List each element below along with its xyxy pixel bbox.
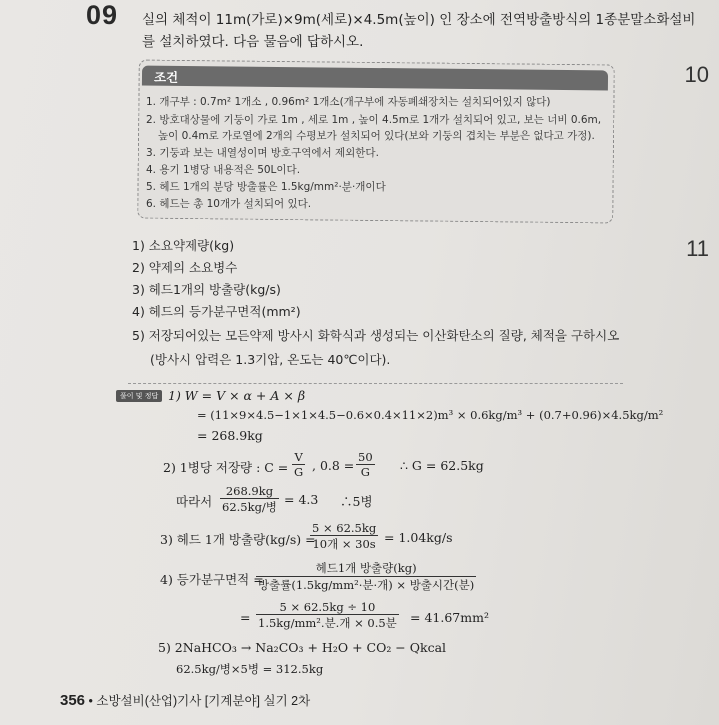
sub-question: 5) 저장되어있는 모든약제 방사시 화학식과 생성되는 이산화탄소의 질량, 체적을 구하시오 [132, 328, 620, 343]
sub-question: 1) 소요약제량(kg) [132, 238, 235, 253]
sub-question: 4) 헤드의 등가분구면적(mm²) [132, 304, 301, 319]
answer-1-result: = 268.9kg [197, 428, 263, 443]
fraction-numerator: 5 × 62.5kg [312, 521, 377, 535]
conditions-label: 조건 [153, 69, 179, 85]
fraction-numerator: 268.9kg [220, 484, 279, 499]
answer-2-fraction-v-g [292, 450, 305, 479]
answer-2-middle: , 0.8 = [312, 458, 355, 473]
side-page-number-10: 10 [684, 62, 709, 87]
fraction-numerator: 헤드1개 방출량(kg) [256, 560, 476, 577]
question-text-line-1: 실의 체적이 11m(가로)×9m(세로)×4.5m(높이) 인 장소에 전역방출방식의 1종분말소화설비 [142, 12, 696, 28]
answer-2b-fraction [220, 484, 279, 515]
answer-1-substitution: = (11×9×4.5−1×1×4.5−0.6×0.4×11×2)m³ × 0.6kg/m³ + (0.7+0.96)×4.5kg/m² [197, 408, 664, 422]
answer-2b-prefix: 따라서 [176, 494, 213, 509]
sub-question: 3) 헤드1개의 방출량(kg/s) [132, 282, 281, 297]
sub-question: (방사시 압력은 1.3기압, 온도는 40℃이다). [150, 352, 391, 367]
answer-5-equation: 5) 2NaHCO₃ → Na₂CO₃ + H₂O + CO₂ − Qkcal [158, 640, 447, 655]
answer-4b-equals: = [240, 610, 251, 625]
answer-2-fraction-50-g [356, 450, 375, 479]
answer-4b-result: = 41.67mm² [410, 610, 489, 625]
answer-3-fraction [310, 521, 378, 552]
answer-4b-fraction [256, 600, 399, 631]
answer-2b-equals: = 4.3 [284, 492, 319, 507]
fraction-denominator: 62.5kg/병 [222, 500, 277, 514]
answer-3-result: = 1.04kg/s [384, 530, 453, 545]
answer-2-prefix: 2) 1병당 저장량 : C = [163, 460, 289, 475]
answer-2-result: ∴ G = 62.5kg [400, 458, 484, 473]
condition-item: 5. 헤드 1개의 분당 방출률은 1.5kg/mm²·분·개이다 [146, 181, 386, 193]
condition-item: 2. 방호대상물에 기둥이 가로 1m , 세로 1m , 높이 4.5m로 1개가 설치되어 있고, 보는 너비 0.6m, [146, 114, 602, 126]
condition-item: 6. 헤드는 총 10개가 설치되어 있다. [146, 198, 312, 210]
side-page-number-11: 11 [686, 236, 709, 261]
fraction-denominator: G [294, 465, 304, 479]
answer-3-prefix: 3) 헤드 1개 방출량(kg/s) = [160, 532, 316, 547]
answer-5-mass: 62.5kg/병×5병 = 312.5kg [176, 662, 324, 676]
condition-item: 1. 개구부 : 0.7m² 1개소 , 0.96m² 1개소(개구부에 자동폐쇄장치는 설치되어있지 않다) [146, 96, 551, 108]
fraction-numerator: 50 [358, 450, 373, 464]
page-number: 356 [60, 692, 86, 709]
page-footer [60, 691, 310, 709]
book-title: 소방설비(산업)기사 [기계분야] 실기 2차 [96, 694, 311, 708]
condition-item: 3. 기둥과 보는 내열성이며 방호구역에서 제외한다. [146, 147, 379, 159]
fraction-denominator: 1.5kg/mm².분.개 × 0.5분 [258, 616, 397, 630]
fraction-denominator: G [360, 465, 370, 479]
sub-question: 2) 약제의 소요병수 [132, 260, 238, 275]
condition-item: 높이 0.4m로 가로열에 2개의 수평보가 설치되어 있다(보와 기둥의 겹치는 부분은 없다고 가정). [158, 130, 595, 142]
fraction-numerator: 5 × 62.5kg ÷ 10 [256, 600, 399, 615]
fraction-denominator: 10개 × 30s [312, 537, 376, 551]
answer-4-prefix: 4) 등가분구면적 = [160, 572, 264, 587]
answer-4-fraction [256, 560, 476, 593]
answer-1-formula: 1) W = V × α + A × β [168, 388, 306, 403]
footer-bullet: • [88, 694, 93, 708]
answer-2b-result: ∴5병 [340, 494, 373, 509]
section-divider [128, 383, 623, 384]
condition-item: 4. 용기 1병당 내용적은 50L이다. [146, 164, 301, 176]
fraction-denominator: 방출률(1.5kg/mm²·분·개) × 방출시간(분) [258, 578, 475, 592]
fraction-numerator: V [292, 450, 305, 465]
question-text-line-2: 를 설치하였다. 다음 물음에 답하시오. [142, 34, 364, 50]
answer-tag: 풀이 및 정답 [116, 390, 162, 402]
question-number: 09 [86, 0, 119, 30]
